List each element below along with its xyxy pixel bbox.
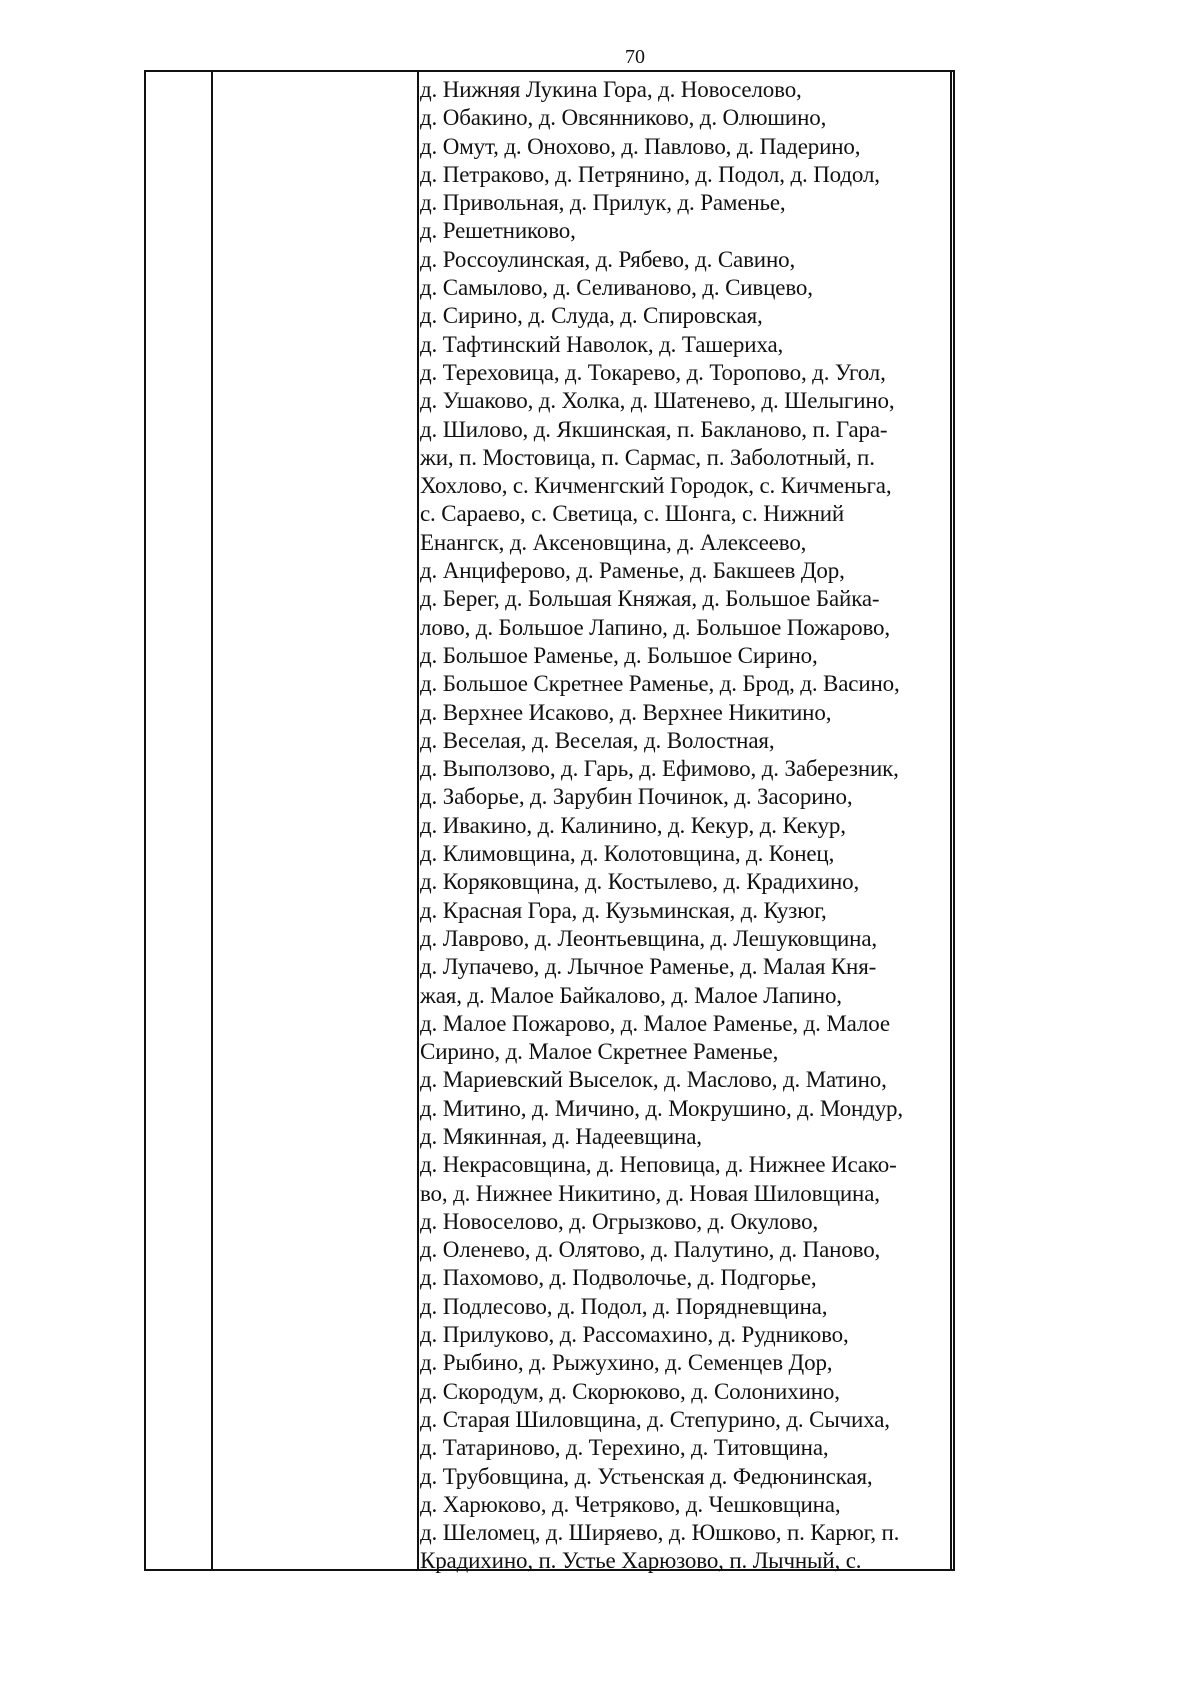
settlement-line: д. Митино, д. Мичино, д. Мокрушино, д. Мондур, (420, 1095, 903, 1121)
settlement-line: д. Оленево, д. Олятово, д. Палутино, д. Паново, (420, 1237, 881, 1263)
settlement-line: д. Старая Шиловщина, д. Степурино, д. Сычиха, (420, 1406, 890, 1432)
settlement-line: Хохлово, с. Кичменгский Городок, с. Кичменьга, (420, 473, 892, 499)
settlement-line: жи, п. Мостовица, п. Сармас, п. Заболотный, п. (420, 444, 875, 470)
settlement-line: жая, д. Малое Байкалово, д. Малое Лапино, (420, 982, 842, 1008)
settlement-line: Сирино, д. Малое Скретнее Раменье, (420, 1039, 779, 1065)
settlement-line: д. Некрасовщина, д. Неповица, д. Нижнее Исако- (420, 1152, 897, 1178)
settlement-line: д. Харюково, д. Четряково, д. Чешковщина, (420, 1491, 841, 1517)
settlement-line: Енангск, д. Аксеновщина, д. Алексеево, (420, 529, 807, 555)
settlement-line: д. Омут, д. Онохово, д. Павлово, д. Падерино, (420, 133, 861, 159)
empty-last-cell (952, 72, 1100, 1569)
settlement-line: д. Татариново, д. Терехино, д. Титовщина, (420, 1435, 829, 1461)
settlement-line: д. Прилуково, д. Рассомахино, д. Рудниково, (420, 1322, 849, 1348)
settlement-line: д. Веселая, д. Веселая, д. Волостная, (420, 727, 775, 753)
settlement-line: д. Верхнее Исаково, д. Верхнее Никитино, (420, 699, 832, 725)
settlement-line: д. Берег, д. Большая Княжая, д. Большое Байка- (420, 586, 880, 612)
column-divider-1 (211, 72, 213, 1569)
settlement-line: д. Петраково, д. Петрянино, д. Подол, д. Подол, (420, 161, 880, 187)
settlement-line: д. Малое Пожарово, д. Малое Раменье, д. Малое (420, 1010, 890, 1036)
settlement-line: д. Россоулинская, д. Рябево, д. Савино, (420, 246, 796, 272)
settlement-line: во, д. Нижнее Никитино, д. Новая Шиловщина, (420, 1180, 880, 1206)
settlement-line: д. Нижняя Лукина Гора, д. Новоселово, (420, 77, 802, 102)
settlement-line: д. Большое Раменье, д. Большое Сирино, (420, 642, 818, 668)
settlement-line: д. Заборье, д. Зарубин Починок, д. Засорино, (420, 784, 853, 810)
settlement-line: с. Сараево, с. Светица, с. Шонга, с. Нижний (420, 501, 845, 527)
settlement-line: д. Трубовщина, д. Устьенская д. Федюнинская, (420, 1463, 873, 1489)
page-number: 70 (625, 46, 645, 68)
settlement-line: д. Пахомово, д. Подволочье, д. Подгорье, (420, 1265, 817, 1291)
settlement-line: д. Обакино, д. Овсянниково, д. Олюшино, (420, 105, 827, 131)
settlement-line: д. Новоселово, д. Огрызково, д. Окулово, (420, 1208, 819, 1234)
settlement-line: д. Большое Скретнее Раменье, д. Брод, д. Васино, (420, 671, 900, 697)
settlement-line: д. Коряковщина, д. Костылево, д. Крадихино, (420, 869, 860, 895)
settlement-line: д. Ивакино, д. Калинино, д. Кекур, д. Кекур, (420, 812, 846, 838)
settlement-line: лово, д. Большое Лапино, д. Большое Пожарово, (420, 614, 890, 640)
settlement-line: д. Ушаково, д. Холка, д. Шатенево, д. Шелыгино, (420, 388, 895, 414)
settlement-line: д. Выползово, д. Гарь, д. Ефимово, д. Заберезник, (420, 756, 899, 782)
settlement-line: д. Тереховица, д. Токарево, д. Торопово, д. Угол, (420, 359, 886, 385)
settlement-line: д. Подлесово, д. Подол, д. Порядневщина, (420, 1293, 828, 1319)
settlement-line: д. Рыбино, д. Рыжухино, д. Семенцев Дор, (420, 1350, 833, 1376)
settlement-line: д. Анциферово, д. Раменье, д. Бакшеев Дор, (420, 558, 845, 584)
settlement-line: д. Тафтинский Наволок, д. Ташериха, (420, 331, 784, 357)
settlement-line: д. Решетниково, (420, 218, 576, 244)
settlements-cell (420, 76, 949, 1576)
document-table (144, 70, 955, 1574)
settlement-line: д. Климовщина, д. Колотовщина, д. Конец, (420, 841, 835, 867)
column-divider-2 (417, 72, 419, 1569)
settlement-line: д. Лупачево, д. Лычное Раменье, д. Малая Кня- (420, 954, 877, 980)
settlement-line: д. Красная Гора, д. Кузьминская, д. Кузюг, (420, 897, 827, 923)
settlement-line: д. Привольная, д. Прилук, д. Раменье, (420, 190, 786, 216)
settlement-line: д. Лаврово, д. Леонтьевщина, д. Лешуковщина, (420, 925, 877, 951)
settlement-line: д. Шеломец, д. Ширяево, д. Юшково, п. Карюг, п. (420, 1520, 900, 1546)
settlement-line: д. Самылово, д. Селиваново, д. Сивцево, (420, 275, 813, 301)
settlement-line: д. Сирино, д. Слуда, д. Спировская, (420, 303, 763, 329)
settlement-line: Крадихино, п. Устье Харюзово, п. Лычный, с. (420, 1548, 862, 1574)
settlement-line: д. Шилово, д. Якшинская, п. Бакланово, п. Гара- (420, 416, 888, 442)
settlement-line: д. Мякинная, д. Надеевщина, (420, 1123, 702, 1149)
settlement-line: д. Мариевский Выселок, д. Маслово, д. Матино, (420, 1067, 887, 1093)
settlement-line: д. Скородум, д. Скорюково, д. Солонихино, (420, 1378, 840, 1404)
